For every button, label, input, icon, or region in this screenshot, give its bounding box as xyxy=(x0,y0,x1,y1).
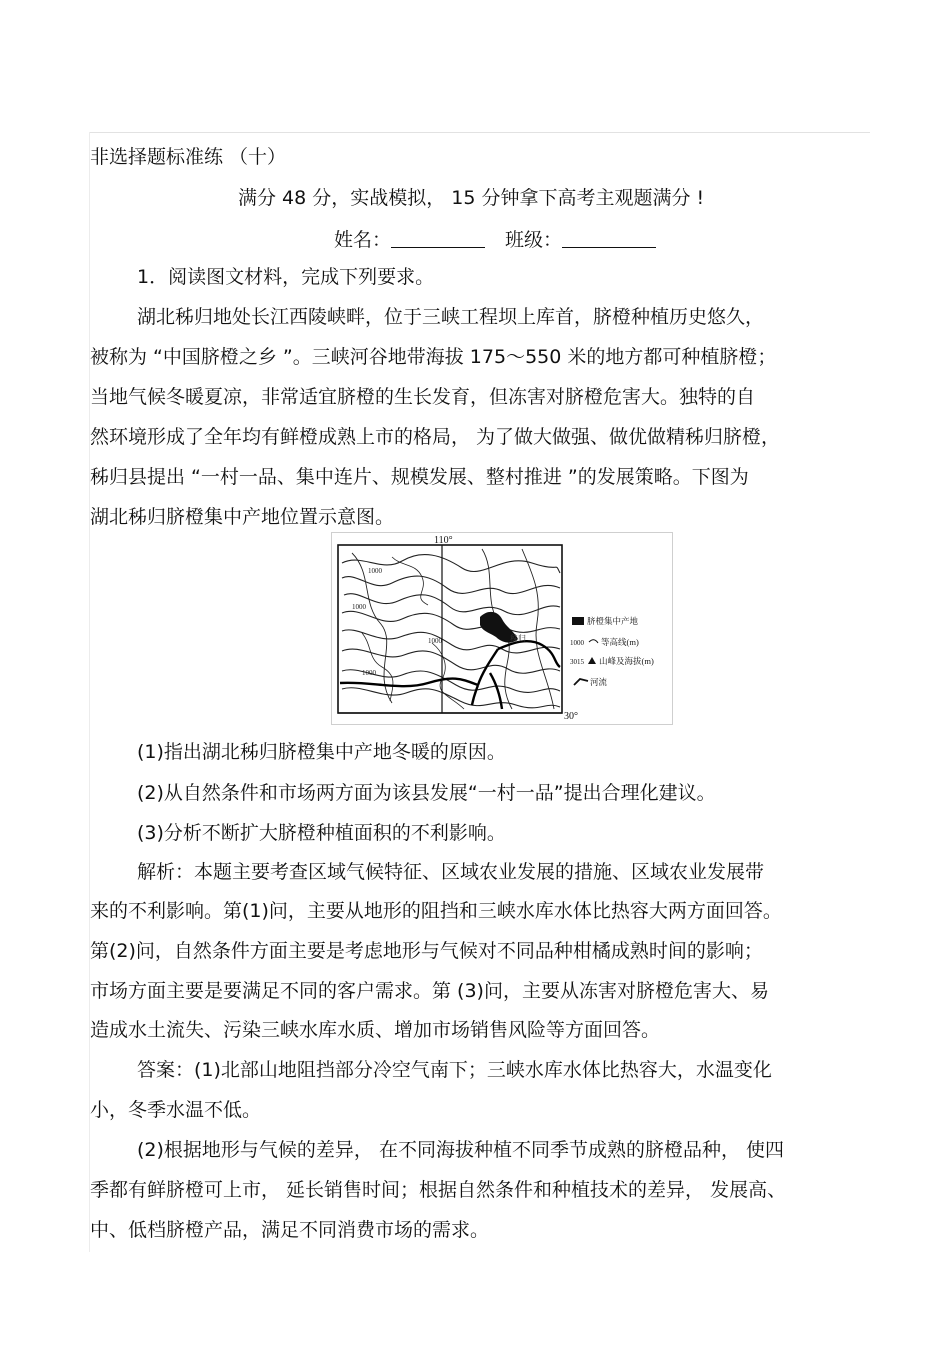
page-top-rule xyxy=(90,132,870,133)
zigui-place-label: 秭归 xyxy=(510,634,526,643)
analysis-line: 第(2)问，自然条件方面主要是考虑地形与气候对不同品种柑橘成熟时间的影响； xyxy=(90,940,763,962)
contour-value-label: 1000 xyxy=(352,603,366,611)
peak-triangle-icon xyxy=(588,657,596,664)
longitude-label: 110° xyxy=(434,535,453,546)
legend-label: 山峰及海拔(m) xyxy=(599,656,654,666)
material-line: 湖北秭归地处长江西陵峡畔，位于三峡工程坝上库首，脐橙种植历史悠久， xyxy=(137,306,765,328)
material-line: 秭归县提出 “一村一品、集中连片、规模发展、整村推进 ”的发展策略。下图为 xyxy=(90,466,749,488)
answer-line: 小，冬季水温不低。 xyxy=(90,1099,262,1121)
contour-value-label: 1000 xyxy=(362,669,376,677)
subquestion: (1)指出湖北秭归脐橙集中产地冬暖的原因。 xyxy=(137,741,506,763)
filled-area-icon xyxy=(572,617,584,625)
answer-line: 季都有鲜脐橙可上市， 延长销售时间；根据自然条件和种植技术的差异， 发展高、 xyxy=(90,1179,787,1201)
map-legend xyxy=(570,616,654,687)
material-line: 湖北秭归脐橙集中产地位置示意图。 xyxy=(90,506,395,528)
contour-line-icon xyxy=(589,640,598,643)
legend-value: 1000 xyxy=(570,639,584,647)
class-label: 班级： xyxy=(505,229,563,251)
sheet-subtitle: 满分 48 分，实战模拟， 15 分钟拿下高考主观题满分 ! xyxy=(238,187,705,209)
page-left-rule xyxy=(89,132,90,1252)
analysis-line: 解析：本题主要考查区域气候特征、区域农业发展的措施、区域农业发展带 xyxy=(137,861,765,883)
class-blank[interactable] xyxy=(562,227,656,248)
subquestion: (3)分析不断扩大脐橙种植面积的不利影响。 xyxy=(137,822,506,844)
sheet-title: 非选择题标准练 （十） xyxy=(90,146,287,168)
question-intro: 1．阅读图文材料，完成下列要求。 xyxy=(137,266,435,288)
analysis-line: 市场方面主要是要满足不同的客户需求。第 (3)问，主要从冻害对脐橙危害大、易 xyxy=(90,980,769,1002)
analysis-line: 造成水土流失、污染三峡水库水质、增加市场销售风险等方面回答。 xyxy=(90,1019,661,1041)
answer-line: (2)根据地形与气候的差异， 在不同海拔种植不同季节成熟的脐橙品种， 使四 xyxy=(137,1139,784,1161)
analysis-line: 来的不利影响。第(1)问，主要从地形的阻挡和三峡水库水体比热容大两方面回答。 xyxy=(90,900,782,922)
student-info-row xyxy=(334,227,656,252)
material-line: 然环境形成了全年均有鲜橙成熟上市的格局， 为了做大做强、做优做精秭归脐橙， xyxy=(90,426,781,448)
legend-label: 等高线(m) xyxy=(601,637,639,647)
subquestion: (2)从自然条件和市场两方面为该县发展“一村一品”提出合理化建议。 xyxy=(137,782,716,804)
material-line: 被称为 “中国脐橙之乡 ”。三峡河谷地带海拔 175～550 米的地方都可种植脐橙； xyxy=(90,346,777,368)
contour-value-label: 1000 xyxy=(428,637,442,645)
legend-label: 河流 xyxy=(590,677,608,687)
legend-label: 脐橙集中产地 xyxy=(587,616,639,626)
material-line: 当地气候冬暖夏凉，非常适宜脐橙的生长发育，但冻害对脐橙危害大。独特的自 xyxy=(90,386,756,408)
river-icon xyxy=(574,679,588,685)
answer-line: 答案：(1)北部山地阻挡部分冷空气南下；三峡水库水体比热容大，水温变化 xyxy=(137,1059,772,1081)
name-label: 姓名： xyxy=(334,229,392,251)
contour-value-label: 1000 xyxy=(368,567,382,575)
answer-line: 中、低档脐橙产品，满足不同消费市场的需求。 xyxy=(90,1219,490,1241)
location-map xyxy=(331,532,673,725)
legend-value: 3015 xyxy=(570,658,584,666)
name-blank[interactable] xyxy=(391,227,485,248)
latitude-label: 30° xyxy=(564,711,578,722)
